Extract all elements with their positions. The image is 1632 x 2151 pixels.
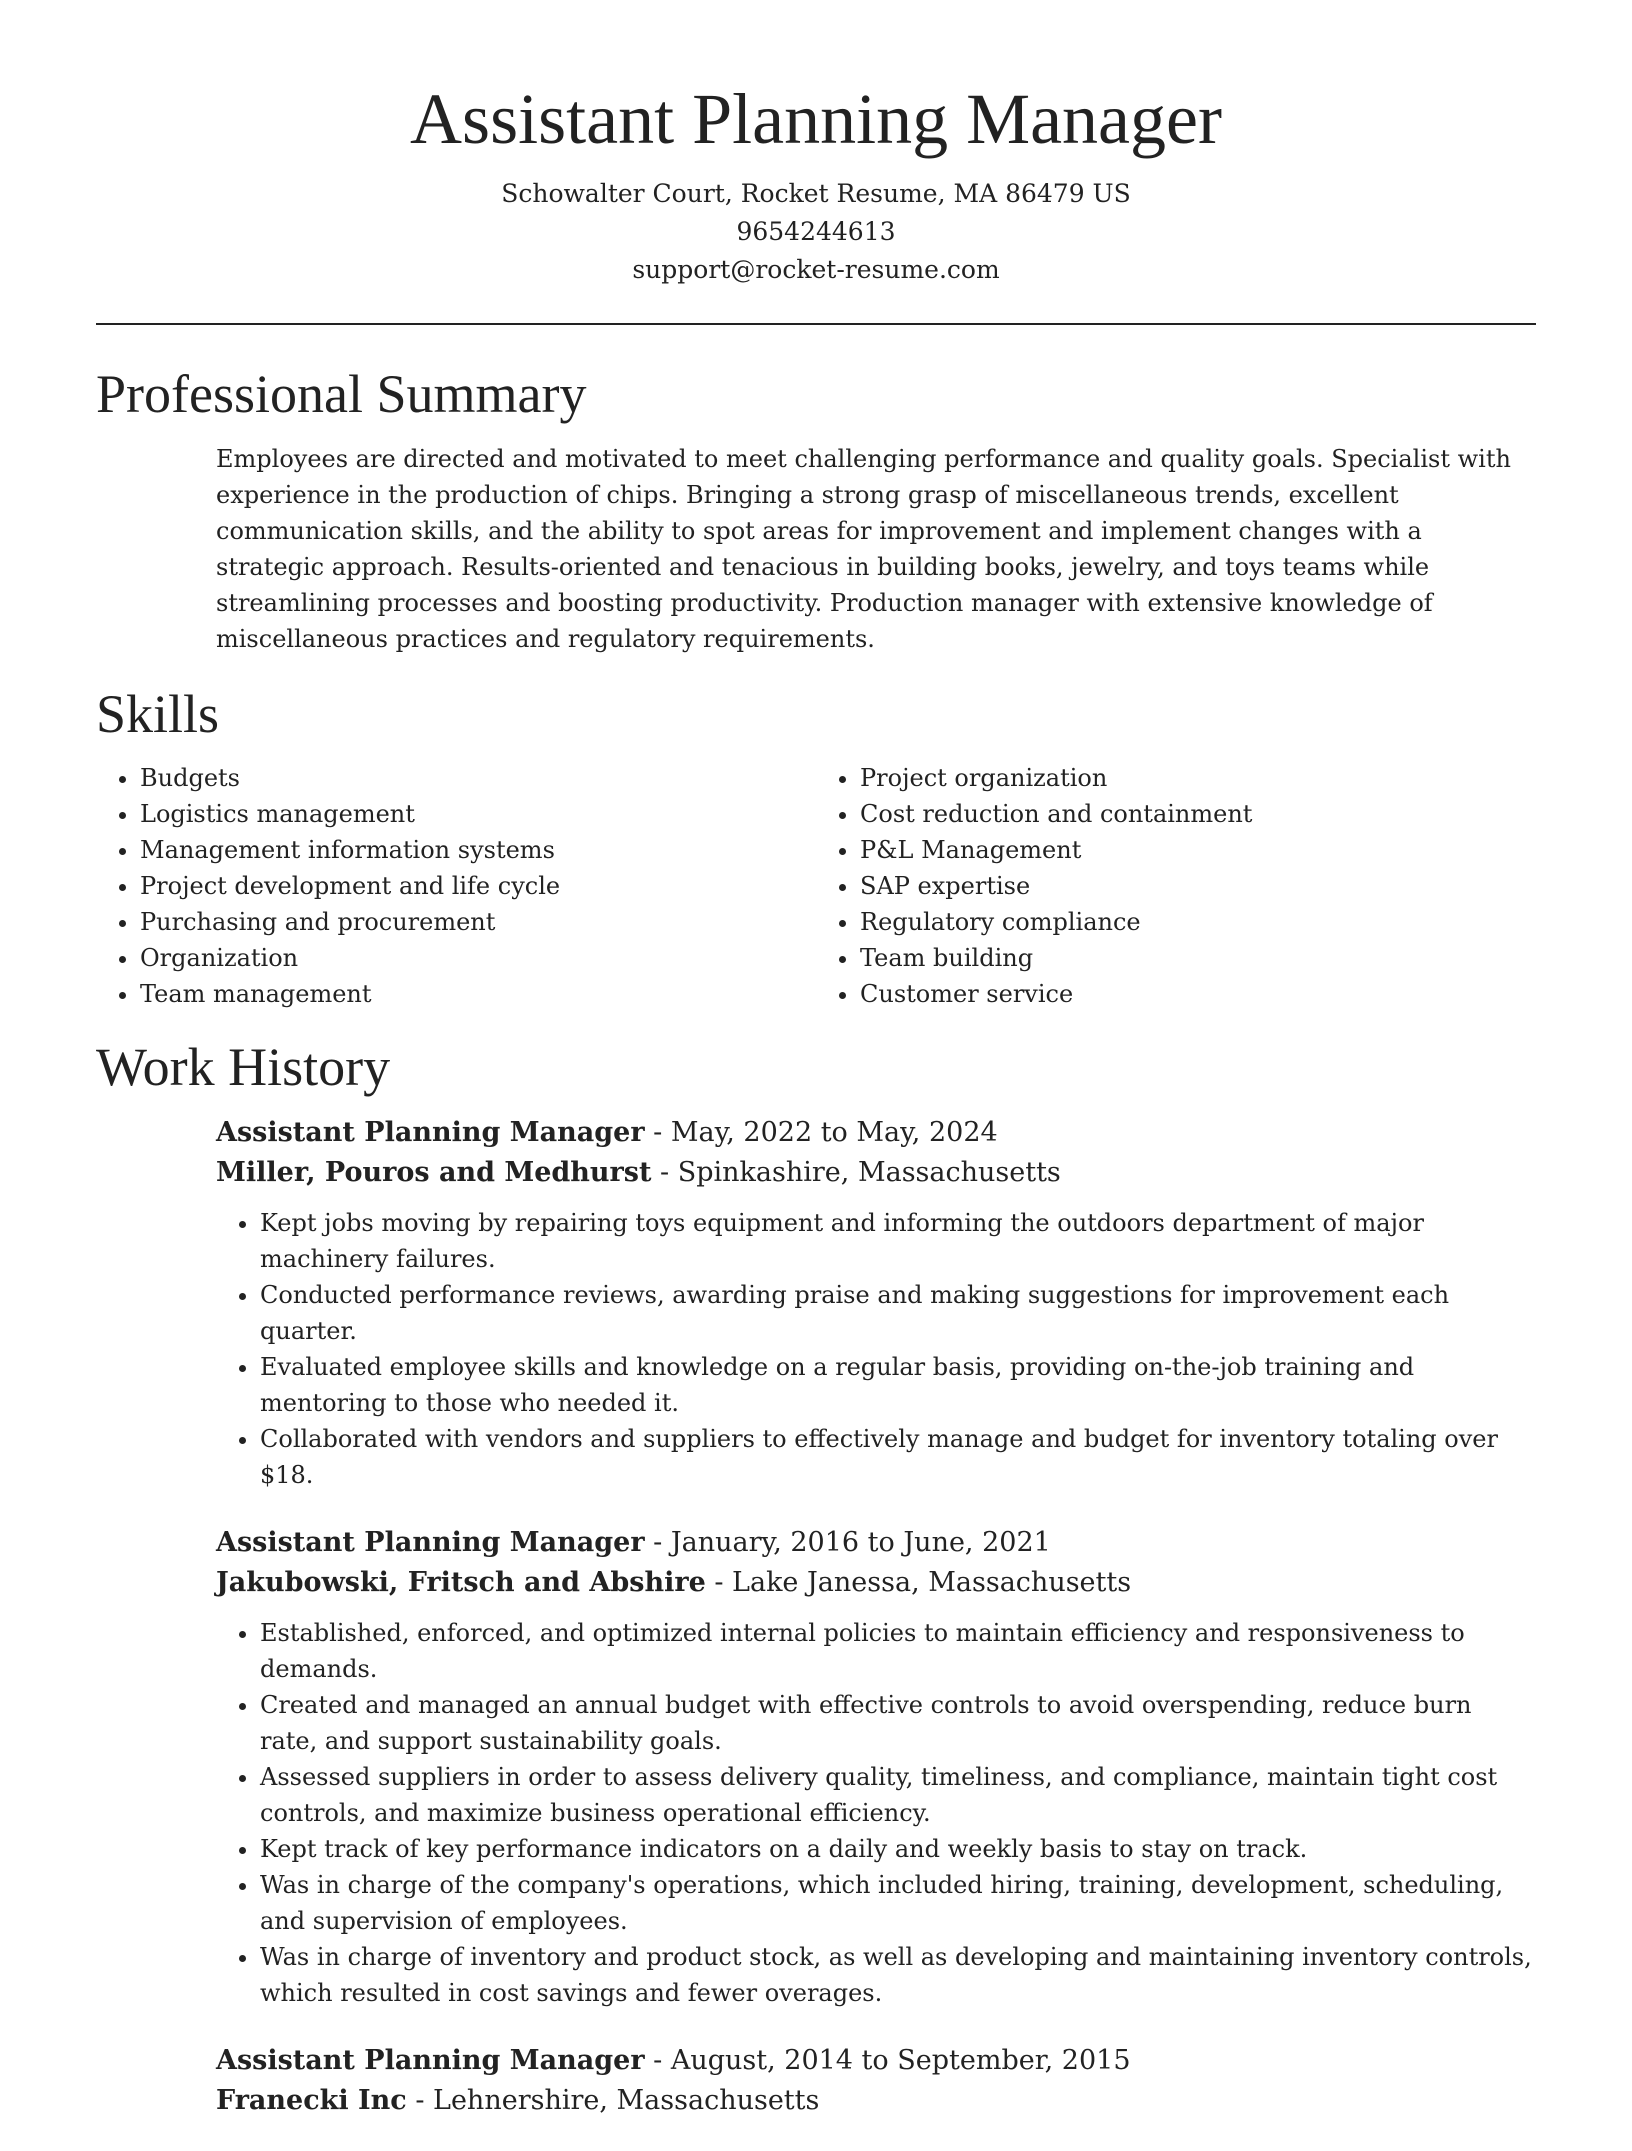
skill-item: • Cost reduction and containment xyxy=(860,796,1536,832)
job-bullet: • Conducted performance reviews, awarding praise and making suggestions for improvement each quarter. xyxy=(260,1277,1536,1349)
skills-section xyxy=(96,760,1536,1012)
job-role: Assistant Planning Manager xyxy=(216,1527,645,1559)
skill-item: • SAP expertise xyxy=(860,868,1536,904)
skill-item: • Project development and life cycle xyxy=(140,868,816,904)
skill-item: • Organization xyxy=(140,940,816,976)
skill-item: • Customer service xyxy=(860,976,1536,1012)
job-bullet: • Established, enforced, and optimized internal policies to maintain efficiency and responsiveness to demands. xyxy=(260,1615,1536,1687)
skill-item: • P&L Management xyxy=(860,832,1536,868)
job-bullets xyxy=(216,1615,1536,2011)
job-bullet: • Was in charge of the company's operations, which included hiring, training, development, scheduling, and supervision of employees. xyxy=(260,1867,1536,1939)
email: support@rocket-resume.com xyxy=(632,255,1000,285)
skill-item: • Management information systems xyxy=(140,832,816,868)
job-company: Jakubowski, Fritsch and Abshire xyxy=(216,1567,706,1599)
skill-item: • Team building xyxy=(860,940,1536,976)
job-role: Assistant Planning Manager xyxy=(216,1117,645,1149)
job-company: Franecki Inc xyxy=(216,2085,407,2117)
job-dates: - January, 2016 to June, 2021 xyxy=(644,1527,1051,1559)
summary-section xyxy=(216,441,1536,657)
resume-header xyxy=(96,80,1536,289)
skill-item: • Project organization xyxy=(860,760,1536,796)
job-bullets xyxy=(216,1205,1536,1493)
job-bullet: • Was in charge of inventory and product stock, as well as developing and maintaining inventory controls, which resulted in cost savings and fewer overages. xyxy=(260,1939,1536,2011)
work-history-section xyxy=(216,1113,1536,2121)
job-entry xyxy=(216,1523,1536,2011)
job-dates: - August, 2014 to September, 2015 xyxy=(644,2045,1131,2077)
job-location: - Lehnershire, Massachusetts xyxy=(406,2085,820,2117)
job-location: - Spinkashire, Massachusetts xyxy=(651,1157,1061,1189)
candidate-name: Assistant Planning Manager xyxy=(410,79,1222,159)
job-location: - Lake Janessa, Massachusetts xyxy=(705,1567,1132,1599)
skill-item: • Purchasing and procurement xyxy=(140,904,816,940)
work-history-heading: Work History xyxy=(96,1036,391,1097)
job-entry xyxy=(216,1113,1536,1493)
job-title-line xyxy=(216,1523,1536,1563)
job-role: Assistant Planning Manager xyxy=(216,2045,645,2077)
address: Schowalter Court, Rocket Resume, MA 86479 US xyxy=(501,179,1131,209)
job-company-line xyxy=(216,1153,1536,1193)
job-bullet: • Kept track of key performance indicators on a daily and weekly basis to stay on track. xyxy=(260,1831,1536,1867)
resume-page xyxy=(96,80,1536,2151)
summary-text: Employees are directed and motivated to meet challenging performance and quality goals. Specialist with experience in the production of chips. Bringing a strong grasp of miscellaneous trends, excellent communication skills, and the ability to spot areas for improvement and implement changes with a strategic approach. Results-oriented and tenacious in building books, jewelry, and toys teams while streamlining processes and boosting productivity. Production manager with extensive knowledge of miscellaneous practices and regulatory requirements. xyxy=(216,444,1511,653)
contact-info xyxy=(96,175,1536,289)
job-bullet: • Kept jobs moving by repairing toys equipment and informing the outdoors department of major machinery failures. xyxy=(260,1205,1536,1277)
job-bullet: • Created and managed an annual budget with effective controls to avoid overspending, reduce burn rate, and support sustainability goals. xyxy=(260,1687,1536,1759)
skill-item: • Team management xyxy=(140,976,816,1012)
summary-heading: Professional Summary xyxy=(96,364,587,425)
phone: 9654244613 xyxy=(736,217,896,247)
job-title-line xyxy=(216,1113,1536,1153)
skills-right-list xyxy=(816,760,1536,1012)
skills-heading: Skills xyxy=(96,683,220,744)
skill-item: • Logistics management xyxy=(140,796,816,832)
job-bullet: • Evaluated employee skills and knowledge on a regular basis, providing on-the-job training and mentoring to those who needed it. xyxy=(260,1349,1536,1421)
job-dates: - May, 2022 to May, 2024 xyxy=(644,1117,998,1149)
skills-left-list xyxy=(96,760,816,1012)
job-bullet: • Collaborated with vendors and suppliers to effectively manage and budget for inventory totaling over $18. xyxy=(260,1421,1536,1493)
job-entry xyxy=(216,2041,1536,2121)
job-title-line xyxy=(216,2041,1536,2081)
job-bullet: • Assessed suppliers in order to assess delivery quality, timeliness, and compliance, maintain tight cost controls, and maximize business operational efficiency. xyxy=(260,1759,1536,1831)
job-company-line xyxy=(216,2081,1536,2121)
header-divider xyxy=(96,323,1536,325)
skill-item: • Budgets xyxy=(140,760,816,796)
job-company-line xyxy=(216,1563,1536,1603)
job-company: Miller, Pouros and Medhurst xyxy=(216,1157,652,1189)
skill-item: • Regulatory compliance xyxy=(860,904,1536,940)
